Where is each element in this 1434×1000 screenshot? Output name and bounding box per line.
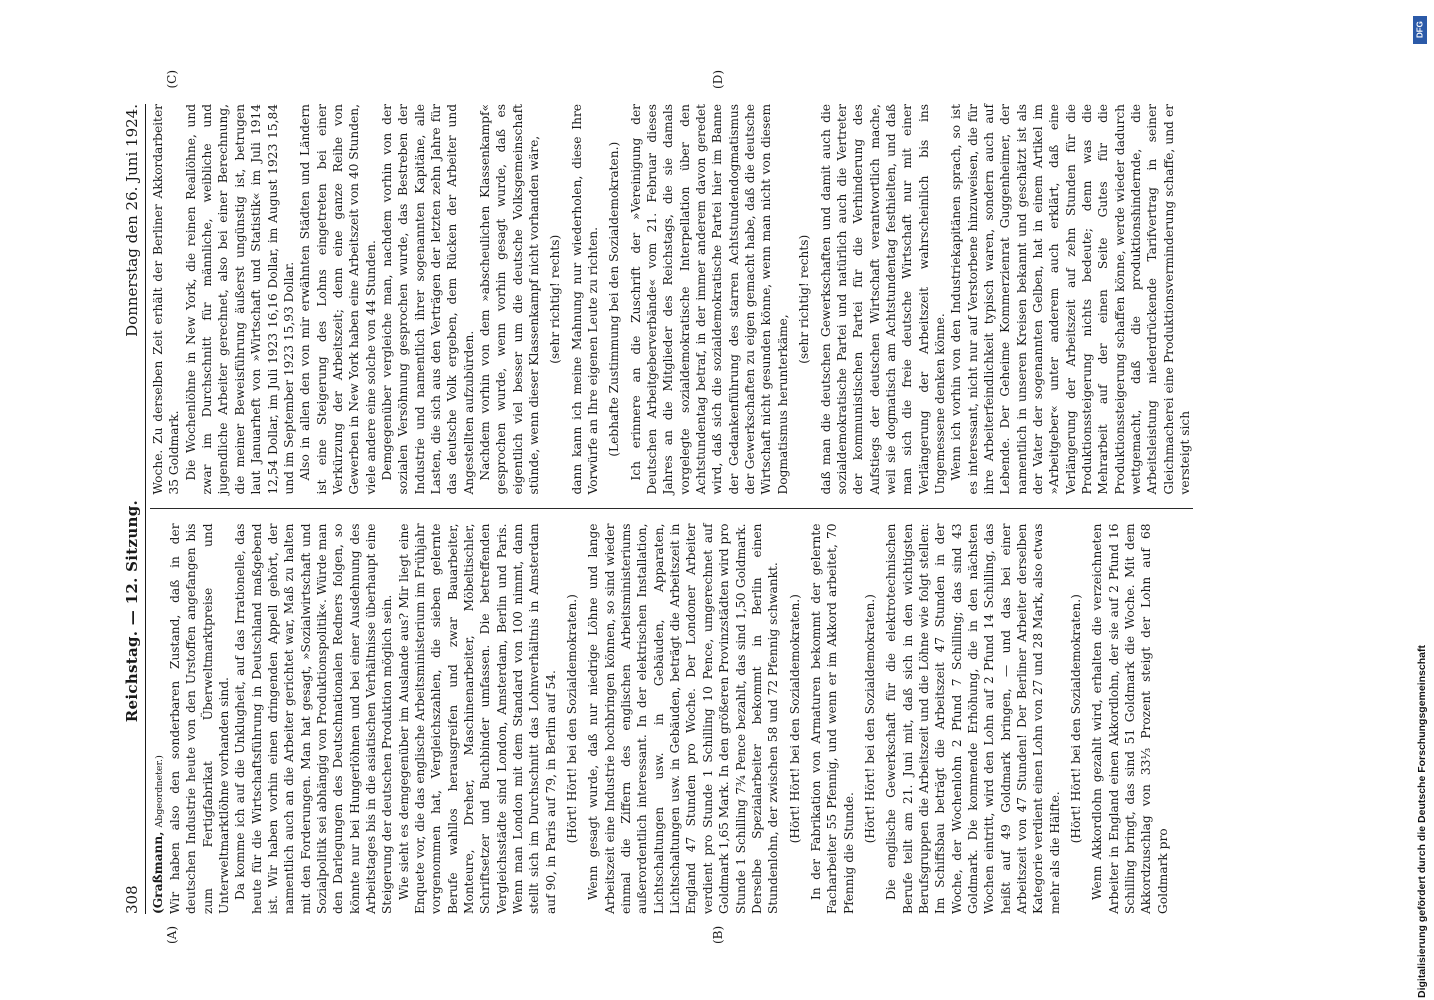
session-date: Donnerstag den 26. Juni 1924. [123,104,141,337]
session-title: Reichstag. — 12. Sitzung. [123,499,141,723]
right-column [150,104,1193,495]
interjection: (Hört! Hört! bei den Sozialdemokraten.) [565,594,580,844]
paragraph: Wir haben also den sonderbaren Zustand, daß in der deutschen Industrie heute von den Urstoffen angefangen bis zum Fertigfabrikat Überweltmarktpreise und Unterweltmarktlöhne vorhanden sind. [167,523,231,914]
interjection: (Hört! Hört! bei den Sozialdemokraten.) [862,594,877,844]
page-number: 308 [123,885,141,914]
speaker-role: Abgeordneter.) [154,755,166,828]
digitization-note: Digitalisierung gefördert durch die Deutsche Forschungsgemeinschaft [1416,645,1428,998]
dfg-logo: DFG [1413,16,1427,44]
margin-mark-c: (C) [165,70,180,89]
interjection: (Hört! Hört! bei den Sozialdemokraten.) [787,594,802,844]
margin-mark-a: (A) [165,925,180,944]
interjection: (sehr richtig! rechts) [548,234,563,364]
paragraph: Die englische Gewerkschaft für die elektrotechnischen Berufe teilt am 21. Juni mit, daß sich in den wichtigsten Berufsgruppen die Arbeitszeit und die Löhne wie folgt stellen: Im Schiffsbau beträgt die Arbeitszeit 47 Stunden in der Woche, der Wochenlohn 2 Pfund 7 Schilling; das sind 43 Goldmark. Die kommende Erhöhung, die in den nächsten Wochen eintritt, wird den Lohn auf 2 Pfund 14 Schilling, das heißt auf 49 Goldmark bringen, — und das bei einer Arbeitszeit von 47 Stunden! Der Berliner Arbeiter derselben Kategorie verdient einen Lohn von 27 und 28 Mark, also etwas mehr als die Hälfte. [884,523,1062,914]
interjection: (sehr richtig! rechts) [797,234,812,364]
paragraph: Also in allen den von mir erwähnten Städten und Ländern ist eine Steigerung des Lohns eingetreten bei einer Verkürzung der Arbeitszeit; denn eine ganze Reihe von Gewerben in New York haben eine Arbeitszeit von 40 Stunden, viele andere eine solche von 44 Stunden. [298,104,378,495]
left-column [150,523,1193,914]
paragraph: Die Wochenlöhne in New York, die reinen Reallöhne, und zwar im Durchschnitt für männliche, weibliche und jugendliche Arbeiter gerechnet, also bei einer Berechnung, die meiner Beweisführung äußerst ungünstig ist, betrugen laut Januarheft von »Wirtschaft und Statistik« im Juli 1914 12,54 Dollar, im Juli 1923 16,16 Dollar, im August 1923 15,84 und im September 1923 15,93 Dollar. [183,104,296,495]
paragraph: Woche. Zu derselben Zeit erhält der Berliner Akkordarbeiter 35 Goldmark. [151,104,182,495]
page-header [122,104,146,914]
column-divider [150,509,1193,510]
paragraph: Da komme ich auf die Unklugheit, auf das Irrationelle, das heute für die Wirtschaftsführung in Deutschland maßgebend ist. Wir haben vorhin einen dringenden Appell gehört, der namentlich auch an die Arbeiter gerichtet war, Maß zu halten mit den Forderungen. Man hat gesagt, »Sozialwirtschaft und Sozialpolitik sei abhängig von Produktionspolitik«. Würde man den Darlegungen des Deutschnationalen Redners folgen, so könnte nur bei Hungerlöhnen und bei einer Ausdehnung des Arbeitstages bis in die asiatischen Verhältnisse überhaupt eine Steigerung der deutschen Produktion möglich sein. [233,523,395,914]
paragraph: Wie sieht es demgegenüber im Auslande aus? Mir liegt eine Enquete vor, die das englische Arbeitsministerium im Frühjahr vorgenommen hat, Vergleichszahlen, die sieben gelernte Berufe wahllos herausgreifen und zwar Bauarbeiter, Monteure, Dreher, Maschinenarbeiter, Möbeltischler, Schriftsetzer und Buchbinder umfassen. Die betreffenden Vergleichsstädte sind London, Amsterdam, Berlin und Paris. Wenn man London mit dem Standard von 100 nimmt, dann stellt sich im Durchschnitt das Lohnverhältnis in Amsterdam auf 90, in Paris auf 79, in Berlin auf 54. [396,523,558,914]
interjection: (Lebhafte Zustimmung bei den Sozialdemokraten.) [607,141,622,457]
interjection: (Hört! Hört! bei den Sozialdemokraten.) [1069,594,1084,844]
paragraph: daß man die deutschen Gewerkschaften und damit auch die sozialdemokratische Partei und natürlich auch die Vertreter der kommunistischen Partei für die Verhinderung des Aufstiegs der deutschen Wirtschaft verantwortlich mache, weil sie dogmatisch am Achtstundentag festhielten, und daß man sich die freie deutsche Wirtschaft nur mit einer Verlängerung der Arbeitszeit wahrscheinlich bis ins Ungemessene denken könne. [818,104,947,495]
paragraph: Wenn ich vorhin von den Industriekapitänen sprach, so ist es interessant, nicht nur auf Verstorbene hinzuweisen, die für ihre Arbeiterfeindlichkeit typisch waren, sondern auch auf Lebende. Der Geheime Kommerzienrat Guggenheimer, der namentlich in unseren Kreisen bekannt und geschätzt ist als der Vater der sogenannten Gelben, hat in einem Artikel im »Arbeitgeber« unter anderem auch erklärt, daß eine Verlängerung der Arbeitszeit auf zehn Stunden für die Produktionssteigerung nichts bedeute; denn was die Mehrarbeit auf der einen Seite Gutes für die Produktionssteigerung schaffen könne, werde wieder dadurch wettgemacht, daß die produktionshindernde, die Arbeitsleistung niederdrückende Tarifvertrag in seiner Gleichmacherei eine Produktionsverminderung schaffe, und er versteigt sich [949,104,1193,495]
paragraph: dann kann ich meine Mahnung nur wiederholen, diese Ihre Vorwürfe an Ihre eigenen Leute zu richten. [569,104,601,495]
paragraph: Wenn Akkordlohn gezahlt wird, erhalten die verzeichneten Arbeiter in England einen Akkordlohn, der sie auf 2 Pfund 16 Schilling bringt, das sind 51 Goldmark die Woche. Mit dem Akkordzuschlag von 33⅓ Prozent steigt der Lohn auf 68 Goldmark pro [1090,523,1170,914]
paragraph: Ich erinnere an die Zuschrift der »Vereinigung der Deutschen Arbeitgeberverbände« vom 21. Februar dieses Jahres an die Mitglieder des Reichstags, die sie damals vorgelegte sozialdemokratische Interpellation über den Achtstundentag betraf, in der immer anderem davon geredet wird, daß sich die sozialdemokratische Partei hier im Banne der Gedankenführung des starren Achtstundendogmatismus der Gewerkschaften zu eigen gemacht habe, daß die deutsche Wirtschaft nicht gesunden könne, wenn man nicht von diesem Dogmatismus herunterkäme, [628,104,790,495]
margin-mark-d: (D) [711,70,726,89]
paragraph: In der Fabrikation von Armaturen bekommt der gelernte Facharbeiter 55 Pfennig, und wenn er im Akkord arbeitet, 70 Pfennig die Stunde. [808,523,856,914]
document-page [40,0,1370,1000]
text-columns [150,70,1193,944]
digitization-stamp [1412,8,1430,998]
speaker-name: (Graßmann, [151,831,166,914]
paragraph: Wenn gesagt wurde, daß nur niedrige Löhne und lange Arbeitszeit eine Industrie hochbringen können, so sind wieder einmal die Ziffern des englischen Arbeitsministeriums außerordentlich interessant. In der elektrischen Installation, Lichtschaltungen usw. in Gebäuden, Apparaten, Lichtschaltungen usw. in Gebäuden, beträgt die Arbeitszeit in England 47 Stunden pro Woche. Der Londoner Arbeiter verdient pro Stunde 1 Schilling 10 Pence, umgerechnet auf Goldmark 1,65 Mark. In den größeren Provinzstädten wird pro Stunde 1 Schilling 7¾ Pence bezahlt, das sind 1,50 Goldmark. Derselbe Spezialarbeiter bekommt in Berlin einen Stundenlohn, der zwischen 58 und 72 Pfennig schwankt. [586,523,781,914]
speaker-line [150,523,167,914]
margin-mark-b: (B) [711,925,726,944]
paragraph: Nachdem vorhin von dem »abscheulichen Klassenkampf« gesprochen wurde, wenn vorhin gesagt wurde, daß es eigentlich viel besser um die deutsche Volksgemeinschaft stünde, wenn dieser Klassenkampf nicht vorhanden wäre, [477,104,541,495]
paragraph: Demgegenüber vergleiche man, nachdem vorhin von der sozialen Versöhnung gesprochen wurde, das Bestreben der Industrie und namentlich ihrer sogenannten Kapitäne, alle Lasten, die sich aus den Verträgen der letzten zehn Jahre für das deutsche Volk ergeben, dem Rücken der Arbeiter und Angestellten aufzubürden. [379,104,476,495]
